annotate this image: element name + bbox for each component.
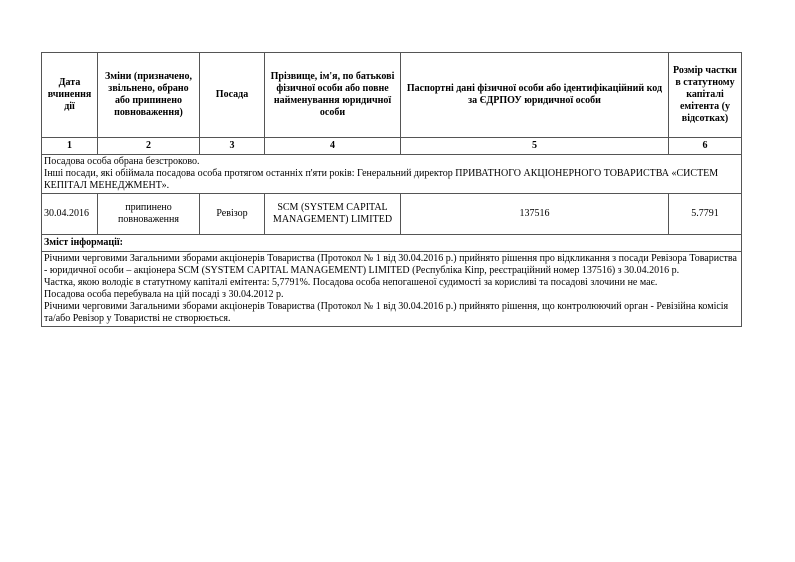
header-date: Дата вчинення дії (42, 53, 98, 138)
header-name: Прізвище, ім'я, по батькові фізичної особи або повне найменування юридичної особи (265, 53, 401, 138)
header-position: Посада (200, 53, 265, 138)
notes-cell (42, 155, 742, 194)
header-row (42, 53, 742, 138)
info-paragraph: Річними черговими Загальними зборами акціонерів Товариства (Протокол № 1 від 30.04.2016 р.) прийнято рішення, що контролюючий орган - Ревізійна комісія та/або Ревізор у Товаристві не створюється. (44, 301, 729, 324)
info-paragraph: Частка, якою володіє в статутному капіталі емітента: 5,7791%. Посадова особа непогашеної судимості за корисливі та посадові злочини не має. (44, 277, 658, 288)
column-number: 1 (42, 138, 98, 155)
row-name: SCM (SYSTEM CAPITAL MANAGEMENT) LIMITED (265, 194, 401, 235)
column-number: 2 (98, 138, 200, 155)
table-row (42, 194, 742, 235)
column-number: 3 (200, 138, 265, 155)
info-cell (42, 252, 742, 327)
officials-change-table (41, 52, 742, 327)
row-position: Ревізор (200, 194, 265, 235)
row-code: 137516 (401, 194, 669, 235)
column-number: 4 (265, 138, 401, 155)
column-number: 5 (401, 138, 669, 155)
info-title-row (42, 235, 742, 252)
info-paragraph: Річними черговими Загальними зборами акціонерів Товариства (Протокол № 1 від 30.04.2016 р.) прийнято рішення про відкликання з посади Ревізора Товариства - юридичної особи – акціонера SCM (SYSTEM CAPITAL MANAGEMENT) LIMITED (Республіка Кіпр, реєстраційний номер 137516) з 30.04.2016 р. (44, 253, 737, 276)
note-term: Посадова особа обрана безстроково. (44, 156, 200, 167)
column-number-row (42, 138, 742, 155)
info-paragraph: Посадова особа перебувала на цій посаді з 30.04.2012 р. (44, 289, 284, 300)
row-change: припинено повноваження (98, 194, 200, 235)
header-share: Розмір частки в статутному капіталі емітента (у відсотках) (669, 53, 742, 138)
row-date: 30.04.2016 (42, 194, 98, 235)
notes-row (42, 155, 742, 194)
header-code: Паспортні дані фізичної особи або ідентифікаційний код за ЄДРПОУ юридичної особи (401, 53, 669, 138)
header-change: Зміни (призначено, звільнено, обрано або припинено повноваження) (98, 53, 200, 138)
info-row (42, 252, 742, 327)
info-title: Зміст інформації: (42, 235, 742, 252)
row-share: 5.7791 (669, 194, 742, 235)
note-other-positions: Інші посади, які обіймала посадова особа протягом останніх п'яти років: Генеральний директор ПРИВАТНОГО АКЦІОНЕРНОГО ТОВАРИСТВА «СИСТЕМ КЕПІТАЛ МЕНЕДЖМЕНТ». (44, 168, 719, 191)
column-number: 6 (669, 138, 742, 155)
